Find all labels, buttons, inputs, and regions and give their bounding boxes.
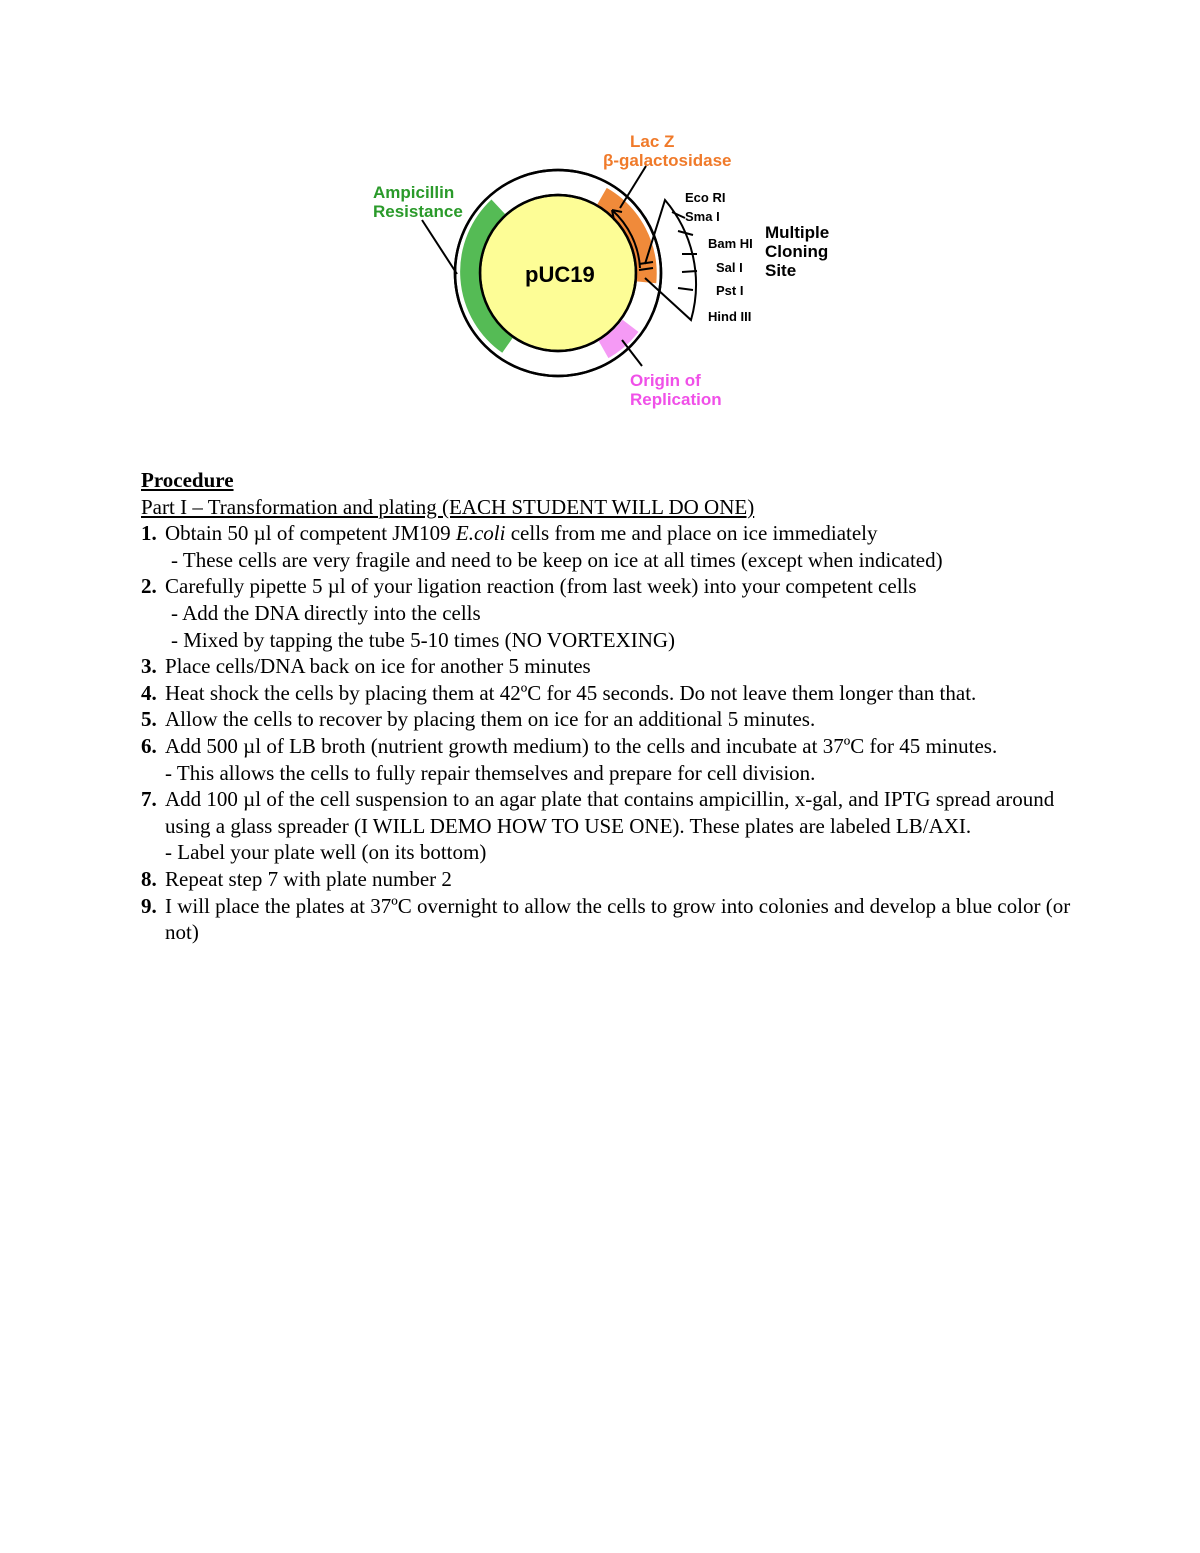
mcs-label-3: Site bbox=[765, 261, 797, 280]
amp-sublabel: Resistance bbox=[373, 202, 463, 221]
step-number: 9. bbox=[141, 893, 157, 918]
step-text: Repeat step 7 with plate number 2 bbox=[165, 866, 452, 891]
step-text: Carefully pipette 5 µl of your ligation reaction (from last week) into your competent cells bbox=[165, 574, 917, 599]
amp-leader-line bbox=[422, 220, 457, 274]
plasmid-diagram bbox=[360, 128, 850, 418]
step-text: Place cells/DNA back on ice for another 5 minutes bbox=[165, 654, 591, 679]
site-eco-ri: Eco RI bbox=[685, 190, 726, 205]
step-text: Add 500 µl of LB broth (nutrient growth medium) to the cells and incubate at 37ºC for 45 minutes. bbox=[165, 733, 998, 758]
mcs-label-2: Cloning bbox=[765, 242, 829, 261]
lacz-label: Lac Z bbox=[630, 132, 675, 151]
step-number: 2. bbox=[141, 574, 157, 599]
step-3 bbox=[141, 653, 1101, 680]
step-number: 1. bbox=[141, 521, 157, 546]
procedure-section bbox=[141, 467, 1101, 946]
step-2 bbox=[141, 573, 1101, 600]
lacz-sublabel: β-galactosidase bbox=[603, 151, 732, 170]
site-pst-i: Pst I bbox=[716, 283, 744, 298]
step-note: - Mixed by tapping the tube 5-10 times (NO VORTEXING) bbox=[171, 627, 676, 652]
step-5 bbox=[141, 706, 1101, 733]
step-text: Allow the cells to recover by placing them on ice for an additional 5 minutes. bbox=[165, 707, 816, 732]
step-4 bbox=[141, 680, 1101, 707]
step-number: 4. bbox=[141, 680, 157, 705]
procedure-heading: Procedure bbox=[141, 468, 234, 492]
amp-label: Ampicillin bbox=[373, 183, 455, 202]
mcs-label-1: Multiple bbox=[765, 223, 830, 242]
part-title: Part I – Transformation and plating (EACH STUDENT WILL DO ONE) bbox=[141, 494, 755, 519]
step-note: - These cells are very fragile and need to be keep on ice at all times (except when indicated) bbox=[171, 547, 943, 572]
step-7 bbox=[141, 786, 1101, 839]
step-8 bbox=[141, 866, 1101, 893]
step-note: - Add the DNA directly into the cells bbox=[171, 600, 481, 625]
ori-label: Origin of bbox=[630, 371, 701, 390]
step-number: 5. bbox=[141, 707, 157, 732]
step-text: Add 100 µl of the cell suspension to an agar plate that contains ampicillin, x-gal, and IPTG spread around using a glass spreader (I WILL DEMO HOW TO USE ONE). These plates are labeled LB/AXI. bbox=[165, 787, 1055, 838]
site-hind-iii: Hind III bbox=[708, 309, 752, 324]
step-text: I will place the plates at 37ºC overnight to allow the cells to grow into colonies and develop a blue color (or not) bbox=[165, 893, 1071, 945]
step-1 bbox=[141, 520, 1101, 547]
plasmid-name: pUC19 bbox=[525, 262, 595, 287]
step-text: Obtain 50 µl of competent JM109 bbox=[165, 521, 456, 546]
step-number: 6. bbox=[141, 733, 157, 758]
step-number: 7. bbox=[141, 787, 157, 812]
site-sal-i: Sal I bbox=[716, 260, 743, 275]
site-bam-hi: Bam HI bbox=[708, 236, 753, 251]
ori-sublabel: Replication bbox=[630, 390, 722, 409]
step-6 bbox=[141, 733, 1101, 760]
organism-name: E.coli bbox=[455, 521, 506, 546]
step-number: 8. bbox=[141, 866, 157, 891]
step-9 bbox=[141, 893, 1101, 946]
step-number: 3. bbox=[141, 654, 157, 679]
site-sma-i: Sma I bbox=[685, 209, 720, 224]
puc19-plasmid-map bbox=[360, 128, 850, 418]
step-text: Heat shock the cells by placing them at 42ºC for 45 seconds. Do not leave them longer than that. bbox=[165, 680, 977, 705]
step-note: - This allows the cells to fully repair themselves and prepare for cell division. bbox=[165, 760, 816, 785]
step-note: - Label your plate well (on its bottom) bbox=[165, 840, 487, 865]
step-text: cells from me and place on ice immediately bbox=[505, 521, 878, 546]
